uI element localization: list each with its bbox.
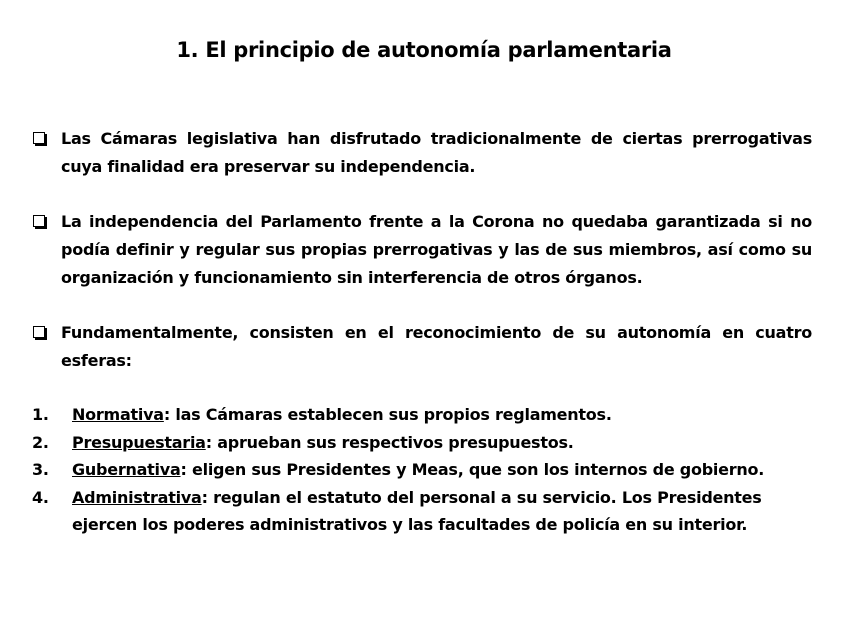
sphere-item (32, 484, 812, 539)
bullet-item (32, 319, 812, 375)
sphere-term: Gubernativa (72, 460, 181, 479)
sphere-description: : regulan el estatuto del personal a su servicio. Los Presidentes ejercen los poderes administrativos y las facultades de policía en su interior. (72, 487, 762, 534)
bullet-item (32, 125, 812, 181)
sphere-number: 2. (32, 432, 49, 452)
sphere-term: Administrativa (72, 487, 202, 507)
bullet-list (32, 125, 812, 402)
bullet-item (32, 208, 812, 292)
bullet-text: La independencia del Parlamento frente a la Corona no quedaba garantizada si no podía definir y regular sus propias prerrogativas y las de sus miembros, así como su organización y funcionamiento sin interferencia de otros órganos. (61, 212, 812, 287)
sphere-number: 3. (32, 460, 49, 479)
slide-title: 1. El principio de autonomía parlamentaria (176, 38, 672, 62)
sphere-item (32, 401, 812, 429)
checkbox-bullet-icon (33, 215, 45, 227)
sphere-item (32, 456, 812, 484)
spheres-list (32, 401, 812, 539)
sphere-description: : eligen sus Presidentes y Meas, que son los internos de gobierno. (180, 460, 765, 479)
sphere-term: Normativa (72, 405, 164, 424)
checkbox-bullet-icon (33, 132, 45, 144)
sphere-number: 4. (32, 487, 49, 507)
sphere-term: Presupuestaria (72, 432, 206, 452)
bullet-text: Fundamentalmente, consisten en el reconocimiento de su autonomía en cuatro esferas: (61, 323, 812, 370)
bullet-text: Las Cámaras legislativa han disfrutado tradicionalmente de ciertas prerrogativas cuya finalidad era preservar su independencia. (61, 129, 812, 176)
checkbox-bullet-icon (33, 326, 45, 338)
sphere-item (32, 429, 812, 457)
sphere-number: 1. (32, 405, 49, 424)
sphere-description: : las Cámaras establecen sus propios reglamentos. (163, 405, 612, 424)
sphere-description: : aprueban sus respectivos presupuestos. (205, 432, 574, 452)
